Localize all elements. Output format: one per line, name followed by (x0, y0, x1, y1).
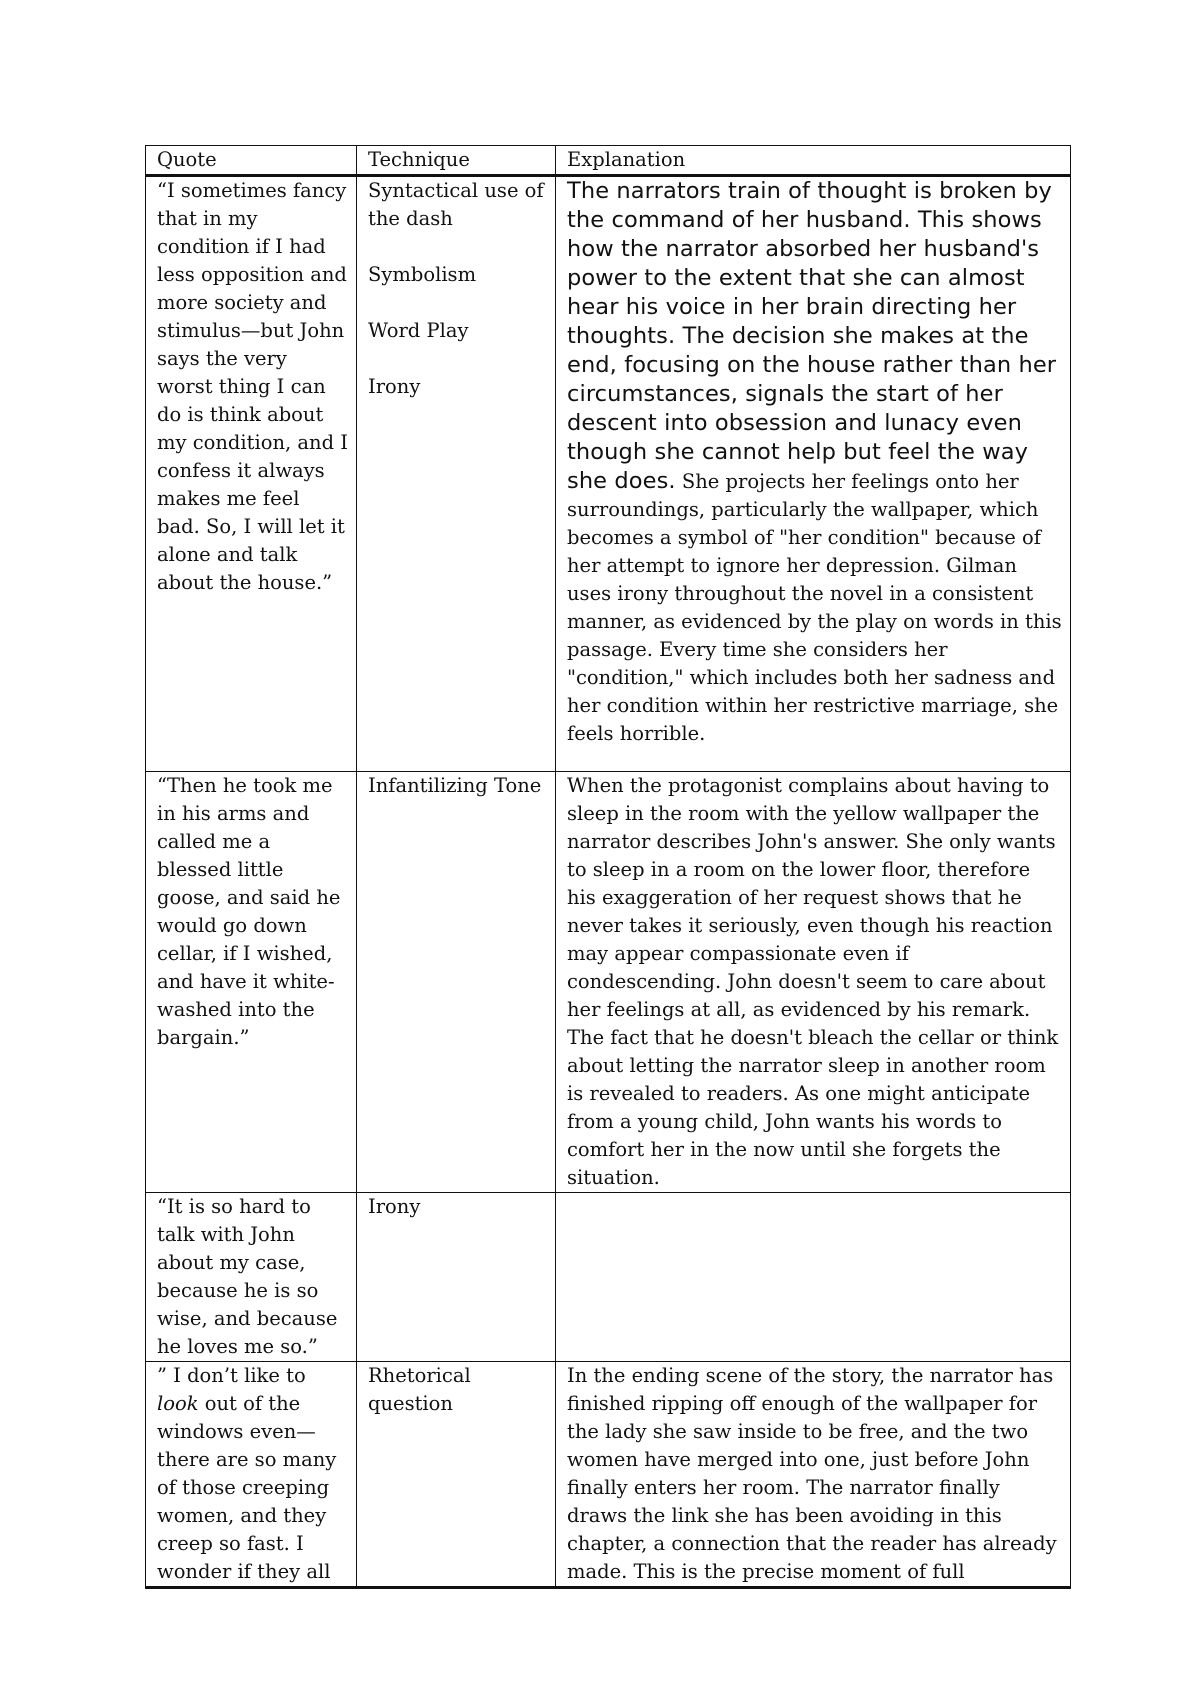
table-row (146, 1193, 1071, 1362)
header-quote: Quote (146, 146, 357, 176)
quote-text-before: ” I don’t like to (157, 1364, 306, 1387)
technique-label: Symbolism (368, 263, 477, 286)
explanation-lead-text: The narrators train of thought is broken by the command of her husband. This shows how the narrator absorbed her husband's power to the extent that she can almost hear his voice in her brain directing her thoughts. The decision she makes at the end, focusing on the house rather than her circumstances, signals the start of her descent into obsession and lunacy even though she cannot help but feel the way she does. (567, 178, 1057, 494)
explanation-cell (556, 772, 1071, 1193)
quote-cell (146, 1193, 357, 1362)
quote-text: “Then he took me in his arms and called me a blessed little goose, and said he would go down cellar, if I wished, and have it white-washed into the bargain.” (157, 774, 341, 1049)
table-header-row (146, 146, 1071, 176)
explanation-text: In the ending scene of the story, the narrator has finished ripping off enough of the wallpaper for the lady she saw inside to be free, and the two women have merged into one, just before John finally enters her room. The narrator finally draws the link she has been avoiding in this chapter, a connection that the reader has already made. This is the precise moment of full (567, 1364, 1057, 1583)
table-row (146, 1362, 1071, 1588)
explanation-cell (556, 1362, 1071, 1588)
quote-text: “It is so hard to talk with John about my case, because he is so wise, and because he loves me so.” (157, 1195, 338, 1358)
technique-cell (357, 1362, 556, 1588)
technique-label: Syntactical use of the dash (368, 179, 544, 230)
explanation-cell (556, 1193, 1071, 1362)
quote-text-after: out of the windows even—there are so many of those creeping women, and they creep so fast. I wonder if they all (157, 1392, 337, 1583)
technique-label: Irony (368, 1195, 421, 1218)
analysis-table (145, 145, 1071, 1589)
technique-label: Infantilizing Tone (368, 774, 542, 797)
quote-emphasis: look (157, 1392, 199, 1415)
quote-cell (146, 772, 357, 1193)
table-row (146, 176, 1071, 772)
quote-cell (146, 176, 357, 772)
technique-cell (357, 772, 556, 1193)
explanation-text: When the protagonist complains about having to sleep in the room with the yellow wallpaper the narrator describes John's answer. She only wants to sleep in a room on the lower floor, therefore his exaggeration of her request shows that he never takes it seriously, even though his reaction may appear compassionate even if condescending. John doesn't seem to care about her feelings at all, as evidenced by his remark. The fact that he doesn't bleach the cellar or think about letting the narrator sleep in another room is revealed to readers. As one might anticipate from a young child, John wants his words to comfort her in the now until she forgets the situation. (567, 774, 1059, 1189)
explanation-cell (556, 176, 1071, 772)
technique-cell (357, 1193, 556, 1362)
quote-text: “I sometimes fancy that in my condition if I had less opposition and more society and stimulus—but John says the very worst thing I can do is think about my condition, and I confess it always makes me feel bad. So, I will let it alone and talk about the house.” (157, 179, 348, 594)
header-technique: Technique (357, 146, 556, 176)
technique-cell (357, 176, 556, 772)
quote-cell (146, 1362, 357, 1588)
header-explanation: Explanation (556, 146, 1071, 176)
technique-label: Rhetorical question (368, 1364, 471, 1415)
table-row (146, 772, 1071, 1193)
explanation-text: She projects her feelings onto her surroundings, particularly the wallpaper, which becomes a symbol of "her condition" because of her attempt to ignore her depression. Gilman uses irony throughout the novel in a consistent manner, as evidenced by the play on words in this passage. Every time she considers her "condition," which includes both her sadness and her condition within her restrictive marriage, she feels horrible. (567, 470, 1062, 745)
technique-label: Irony (368, 375, 421, 398)
technique-label: Word Play (368, 319, 469, 342)
